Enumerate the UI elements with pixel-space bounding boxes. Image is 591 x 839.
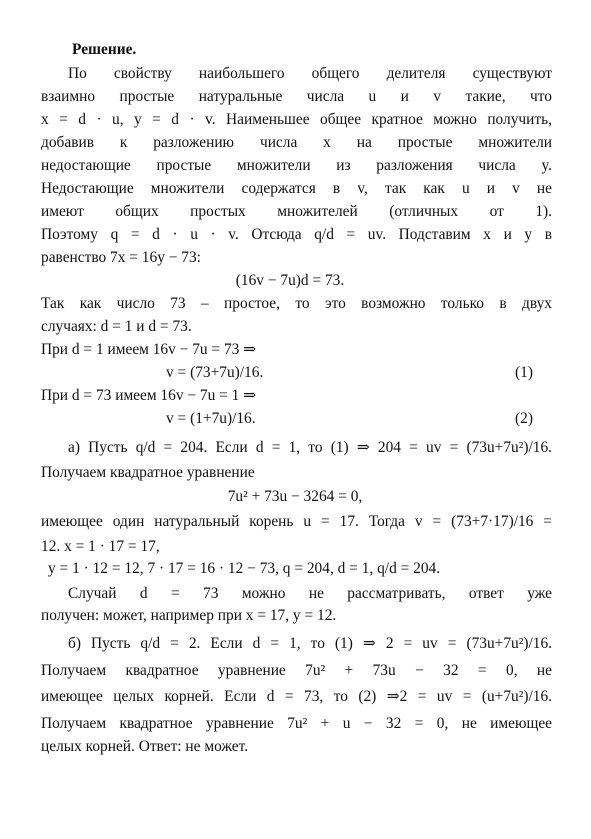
text-line: имеют общих простых множителей (отличных от 1).	[41, 203, 552, 220]
text-line: б) Пусть q/d = 2. Если d = 1, то (1) ⇒ 2 = uv = (73u+7u²)/16.	[68, 635, 552, 652]
text-line: 12. x = 1 · 17 = 17,	[41, 538, 160, 555]
text-line: Получаем квадратное уравнение 7u² + 73u − 32 = 0, не	[41, 662, 552, 679]
text-line: недостающие простые множители из разложения числа y.	[41, 157, 552, 174]
text-line: При d = 1 имеем 16v − 7u = 73 ⇒	[41, 341, 257, 358]
text-line: получен: может, например при x = 17, y = 12.	[41, 607, 337, 624]
text-line: добавив к разложению числа x на простые множители	[41, 134, 552, 151]
text-line: имеющее целых корней. Если d = 73, то (2) ⇒2 = uv = (u+7u²)/16.	[41, 688, 552, 705]
equation-line: (16v − 7u)d = 73.	[235, 272, 345, 289]
text-line: y = 1 · 12 = 12, 7 · 17 = 16 · 12 − 73, q = 204, d = 1, q/d = 204.	[48, 560, 441, 577]
text-line: Поэтому q = d · u · v. Отсюда q/d = uv. Подставим x и y в	[41, 226, 552, 243]
text-line: Случай d = 73 можно не рассматривать, ответ уже	[68, 585, 552, 602]
equation-formula: v = (1+7u)/16.	[166, 410, 256, 427]
text-line: При d = 73 имеем 16v − 7u = 1 ⇒	[41, 387, 257, 404]
text-line: Получаем квадратное уравнение 7u² + u − 32 = 0, не имеющее	[41, 715, 552, 732]
text-line: случаях: d = 1 и d = 73.	[41, 318, 192, 335]
text-line: целых корней. Ответ: не может.	[41, 738, 249, 755]
text-line: Так как число 73 – простое, то это возможно только в двух	[41, 295, 552, 312]
equation-line: 7u² + 73u − 3264 = 0,	[227, 488, 363, 505]
equation-row	[41, 408, 552, 430]
equation-row	[41, 362, 552, 384]
text-line: Недостающие множители содержатся в v, так как u и v не	[41, 180, 552, 197]
equation-number: (2)	[515, 410, 533, 427]
text-line: имеющее один натуральный корень u = 17. Тогда v = (73+7·17)/16 =	[41, 513, 552, 530]
text-line: равенство 7x = 16y − 73:	[41, 249, 201, 266]
text-line: Получаем квадратное уравнение	[41, 464, 255, 481]
text-line: а) Пусть q/d = 204. Если d = 1, то (1) ⇒ 204 = uv = (73u+7u²)/16.	[68, 439, 552, 456]
solution-heading: Решение.	[72, 41, 137, 58]
equation-formula: v = (73+7u)/16.	[166, 364, 264, 381]
text-line: По свойству наибольшего общего делителя существуют	[68, 65, 552, 82]
text-line: x = d · u, y = d · v. Наименьшее общее кратное можно получить,	[41, 111, 552, 128]
equation-number: (1)	[515, 364, 533, 381]
text-line: взаимно простые натуральные числа u и v такие, что	[41, 88, 552, 105]
